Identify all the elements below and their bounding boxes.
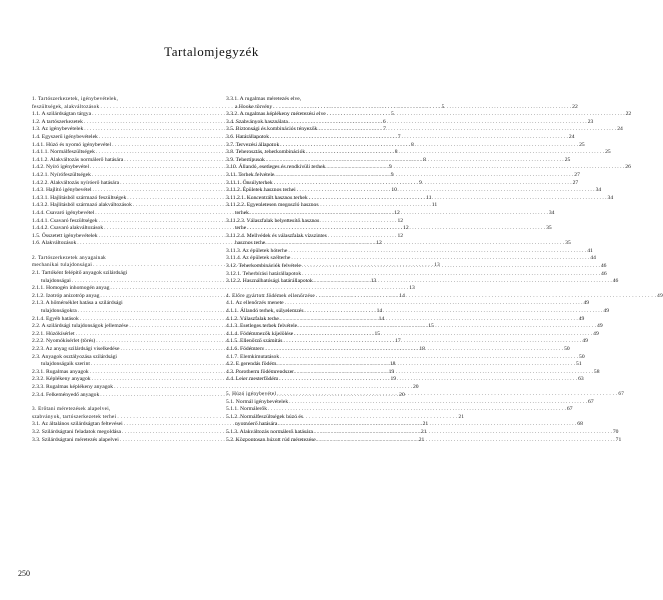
toc-entry[interactable] (226, 300, 590, 308)
toc-entry-page: 13 (434, 262, 441, 269)
toc-entry-title: 1.4.3.2. Hajlításból származó alakváltozások (32, 202, 132, 209)
toc-leader-dots (288, 248, 586, 256)
toc-entry-page: 15 (428, 323, 434, 330)
toc-entry-title: 2.3.3. Rugalmas képlékeny anyagok (32, 383, 114, 390)
toc-entry-title: 1.4. Egyszerű igénybevételek (32, 133, 98, 140)
toc-entry[interactable] (226, 149, 611, 157)
toc-entry-page: 9 (419, 179, 422, 186)
toc-entry[interactable] (226, 255, 596, 263)
toc-leader-dots (291, 255, 589, 263)
toc-entry-page: 12 (376, 240, 382, 247)
toc-entry-page: 49 (578, 315, 585, 322)
toc-entry-title: 3.3.2. A rugalmas képlékeny méretezési elve (226, 111, 326, 118)
toc-entry-title: 5. Húzó igénybevétel (226, 390, 277, 397)
toc-entry-title: 4.4. Leier mesterfödém (226, 376, 279, 383)
toc-leader-dots (295, 369, 593, 377)
toc-entry-title: 4. Előre gyártott födémek ellenőrzése (226, 292, 316, 299)
toc-entry[interactable] (226, 133, 575, 142)
toc-entry[interactable] (226, 126, 623, 134)
toc-entry-page: 13 (409, 285, 415, 292)
toc-entry[interactable] (226, 187, 602, 195)
toc-leader-dots (265, 346, 563, 354)
toc-entry-title: 3.11. Terhek felvétele (226, 171, 275, 178)
toc-entry-title: 1.4.4. Csavaró igénybevétel (32, 209, 95, 216)
toc-entry-page: 11 (431, 202, 438, 209)
toc-entry-title: 3.11.3. Az épületek hóterhe (226, 247, 288, 254)
toc-leader-dots (285, 300, 583, 308)
toc-leader-dots (280, 316, 578, 324)
toc-entry-title: 3.11.2.1. Koncentrált hasznos terhek (226, 194, 308, 201)
toc-entry-page: 7 (383, 126, 386, 133)
toc-entry-page: 21 (420, 428, 427, 435)
toc-leader-dots (306, 149, 604, 157)
toc-entry-page: 9 (388, 164, 392, 171)
toc-entry-page: 12 (397, 232, 404, 239)
toc-entry[interactable] (32, 285, 415, 293)
toc-entry-title: 5.1.1. Normálerők (226, 406, 268, 413)
toc-entry-title: 1.4.3. Hajlító igénybevétel (32, 187, 92, 194)
toc-leader-dots (327, 111, 625, 119)
toc-entry-title: 3.12.1. Teherbírási határállapotok (226, 270, 302, 277)
toc-entry-page: 19 (388, 368, 395, 375)
toc-entry-page: 34 (607, 194, 614, 201)
toc-entry-page: 49 (603, 308, 609, 315)
page-title: Tartalomjegyzék (164, 44, 259, 59)
toc-entry-page: 14 (378, 315, 385, 322)
section-gap (32, 399, 202, 406)
toc-entry-page: 18 (389, 361, 396, 368)
toc-leader-dots (275, 172, 573, 180)
toc-entry-page: 49 (593, 330, 599, 337)
toc-entry[interactable] (226, 376, 584, 384)
section-gap (226, 384, 396, 391)
toc-entry-page: 41 (587, 247, 593, 254)
toc-entry-title: 2.2.3. Az anyag szilárdsági viselkedése (32, 346, 120, 352)
toc-entry-page: 8 (410, 141, 414, 148)
toc-entry-page: 46 (601, 270, 607, 277)
toc-entry-title: 3.11.2. Épületek hasznos terhei (226, 187, 296, 194)
toc-entry[interactable] (226, 194, 614, 203)
toc-entry[interactable] (226, 179, 579, 188)
toc-leader-dots (247, 225, 545, 233)
toc-entry-title: tulajdonságaik szerint (41, 361, 90, 368)
toc-entry-page: 21 (458, 413, 465, 420)
toc-entry-heading: 3.11.2.3. Válaszfalak helyettesítő hasznos (226, 217, 320, 224)
toc-entry-page: 51 (576, 361, 582, 368)
toc-entry-title: 1.4.3.1. Hajlításból származó feszültségek (32, 194, 127, 201)
toc-entry-title: a Hooke törvény (235, 103, 273, 110)
toc-entry-heading: 1. Tartószerkezetek, igénybevételek, (32, 96, 119, 102)
toc-entry-heading: 3.11.2.2. Egyenletesen megoszló hasznos (226, 202, 319, 209)
toc-entry-title: 1.4.4.1. Csavaró feszültségek (32, 217, 98, 224)
toc-entry[interactable] (226, 398, 594, 407)
toc-entry-title: 2.1.2. Izotróp anizotróp anyag (32, 292, 100, 299)
toc-entry[interactable] (226, 141, 585, 150)
toc-entry-page: 20 (412, 383, 419, 390)
toc-entry-title: 1.4.1.1. Normálfeszültségek (32, 149, 95, 156)
toc-entry-page: 71 (615, 436, 622, 443)
toc-entry[interactable] (226, 118, 594, 127)
toc-entry-page: 35 (546, 225, 552, 232)
toc-entry-page: 11 (426, 194, 432, 201)
toc-leader-dots (317, 437, 615, 445)
toc-leader-dots (289, 119, 587, 127)
toc-entry-page: 10 (391, 187, 397, 194)
toc-entry-title: feszültségek, alakváltozások (32, 103, 100, 110)
toc-entry-page: 67 (566, 406, 573, 413)
toc-leader-dots (314, 278, 612, 286)
toc-entry-title: 2.1.1. Homogén inhomogén anyag (32, 285, 110, 292)
toc-entry[interactable] (226, 406, 573, 414)
toc-leader-dots (297, 187, 595, 195)
toc-entry-title: szabványok, tartószerkezetek terhei (32, 413, 117, 420)
toc-entry[interactable] (226, 164, 631, 172)
page-number: 250 (18, 569, 30, 578)
toc-entry-page: 9 (390, 171, 394, 178)
toc-entry-page: 46 (612, 278, 619, 285)
toc-entry-title: 3.10. Állandó, esetleges és rendkívüli terhek (226, 164, 326, 171)
toc-entry-page: 25 (605, 149, 611, 156)
toc-entry-page: 26 (625, 164, 631, 171)
toc-entry-page: 50 (579, 353, 585, 360)
toc-entry[interactable] (226, 171, 580, 180)
toc-entry-heading: 2.3. Anyagok osztályozása szilárdsági (32, 353, 117, 360)
toc-entry[interactable] (226, 103, 578, 112)
toc-entry-title: 3.11.1. Önsúlyterhek (226, 179, 273, 186)
toc-entry-page: 27 (574, 171, 580, 178)
toc-leader-dots (316, 293, 656, 301)
toc-entry-page: 68 (577, 421, 583, 428)
toc-entry-page: 17 (395, 338, 401, 345)
toc-entry-page: 49 (582, 338, 588, 345)
toc-entry-title: 1.1. A szilárdságtan tárgya (32, 111, 92, 118)
toc-entry-title: 3.6. Határállapotok (226, 133, 270, 140)
toc-entry-title: 3.9. Tehertípusok (226, 156, 265, 163)
toc-entry-title: 1.3. Az igénybevételek (32, 126, 84, 133)
toc-entry-title: 3.11.4. Az épületek szélterhe (226, 255, 291, 262)
toc-entry-page: 50 (564, 346, 570, 352)
toc-entry-heading: 3.11.2.4. Mellvédek és válaszfalak vízszintes (226, 232, 327, 239)
toc-leader-dots (277, 361, 575, 369)
toc-entry[interactable] (226, 240, 571, 248)
toc-leader-dots (250, 210, 548, 218)
toc-leader-dots (273, 104, 571, 112)
toc-entry-title: 1.2. A tartószerkezetek (32, 118, 83, 125)
toc-entry-page: 25 (564, 156, 571, 163)
toc-entry-title: 3.8. Teherosztás, teherkombinációk (226, 149, 306, 156)
toc-leader-dots (309, 195, 607, 203)
toc-entry[interactable] (226, 270, 607, 279)
toc-entry-page: 49 (597, 323, 603, 330)
toc-entry[interactable] (226, 111, 632, 119)
toc-entry-page: 27 (572, 179, 579, 186)
toc-entry-page: 5 (441, 103, 445, 110)
toc-entry-page: 49 (583, 300, 590, 307)
toc-leader-dots (314, 429, 612, 437)
toc-entry-page: 12 (403, 225, 409, 232)
toc-entry-title: 3.12. Teherkombinációk felvétele (226, 263, 301, 270)
toc-entry-title: 4.3. Porotherm födémrendszer (226, 368, 295, 375)
toc-entry-page: 49 (657, 292, 663, 299)
toc-entry-title: 4.2. E gerendás födém (226, 361, 277, 368)
toc-leader-dots (289, 399, 587, 407)
toc-entry-title: 4.1.6. Födémterv (226, 346, 265, 352)
toc-entry-title: nyomóerő hatására (235, 421, 278, 428)
toc-entry-page: 24 (617, 126, 623, 133)
toc-entry-page: 14 (399, 292, 405, 299)
section-gap (226, 286, 396, 293)
toc-entry-page: 23 (587, 118, 594, 125)
toc-entry-page: 58 (593, 368, 600, 375)
toc-leader-dots (274, 180, 572, 188)
toc-entry-title: 2.3.2. Képlékeny anyagok (32, 376, 91, 383)
toc-entry-page: 34 (548, 209, 555, 216)
toc-entry-page: 20 (399, 391, 405, 398)
toc-entry-title: 1.4.1.2. Alakváltozás normálerő hatására (32, 156, 124, 163)
toc-entry-title: 1.4.2.2. Alakváltozás nyíróerő hatására (32, 179, 120, 186)
toc-entry-page: 12 (394, 209, 400, 216)
toc-entry-page: 67 (588, 398, 594, 405)
toc-entry-title: 1.4.1. Húzó és nyomó igénybevétel (32, 141, 112, 148)
toc-entry-page: 70 (612, 428, 619, 435)
toc-entry-title: 2.1.4. Egyéb hatások (32, 315, 79, 322)
toc-leader-dots (279, 376, 577, 384)
toc-entry-title: 1.5. Összetett igénybevételek (32, 232, 98, 239)
toc-leader-dots (305, 308, 603, 316)
toc-entry-page: 44 (590, 255, 596, 262)
toc-entry-title: 5.1. Normál igénybevételek (226, 398, 289, 405)
toc-entry-page: 12 (397, 217, 404, 224)
toc-entry-page: 67 (618, 390, 625, 397)
toc-entry-title: 4.1.2. Válaszfalak terhe (226, 315, 279, 322)
toc-entry-heading: 2. Tartószerkezetek anyagainak (32, 254, 107, 261)
toc-entry-page: 35 (565, 240, 571, 247)
toc-entry-page: 34 (595, 187, 602, 194)
toc-entry-page: 46 (600, 263, 607, 270)
toc-entry-title: 3.7. Tervezési állapotok (226, 141, 280, 148)
toc-entry-title: 4.1.5. Ellenőrző számítás (226, 338, 283, 345)
toc-entry-page: 63 (578, 376, 584, 383)
toc-leader-dots (302, 263, 600, 271)
toc-entry-title: 2.3.1. Rugalmas anyagok (32, 368, 89, 375)
toc-entry-title: 2.2.2. Nyomókísérlet (törés) (32, 338, 96, 345)
toc-leader-dots (266, 240, 564, 248)
toc-entry-page: 19 (390, 376, 397, 383)
toc-entry-page: 13 (370, 277, 377, 284)
toc-entry-title: 4.1.4. Födémmezők kijelölése (226, 330, 294, 337)
toc-entry-title: 4.1. Az ellenőrzés menete (226, 300, 284, 307)
toc-entry-title: 4.1.1. Állandó terhek, súlyelemzés (226, 308, 304, 315)
toc-entry-page: 21 (422, 421, 429, 428)
toc-leader-dots (298, 323, 596, 331)
toc-entry-title: 1.4.2.1. Nyírófeszültségek (32, 171, 91, 178)
toc-entry-title: terhek (235, 209, 249, 216)
toc-entry-title: 5.2. Központosan húzott rúd méretezése (226, 436, 316, 443)
toc-entry-title: 2.2. A szilárdsági tulajdonságok jellemzése (32, 323, 129, 330)
toc-entry-page: 14 (376, 308, 383, 315)
toc-entry-title: 3.4. Szabványok használata (226, 118, 288, 125)
toc-entry-title: 4.1.7. Elemkimutatások (226, 353, 280, 360)
toc-entry-heading: 2.1. Tartóként felépítő anyagok szilárdsági (32, 270, 128, 277)
toc-leader-dots (318, 126, 616, 134)
toc-entry-title: tulajdonságai (41, 277, 71, 284)
toc-entry-title: 3.12.2. Használhatósági határállapotok (226, 278, 313, 285)
toc-entry-page: 15 (374, 330, 381, 337)
toc-entry-title: 1.6. Alakváltozások (32, 240, 77, 247)
toc-entry-page: 24 (568, 133, 575, 140)
toc-entry-title: 2.2.1. Húzókísérlet (32, 330, 75, 337)
toc-leader-dots (326, 164, 624, 172)
toc-leader-dots (302, 271, 600, 279)
toc-entry-page: 18 (419, 346, 425, 352)
toc-entry[interactable] (226, 247, 593, 256)
toc-leader-dots (280, 354, 578, 362)
toc-entry-title: 1.4.4.2. Csavaró alakváltozások (32, 225, 104, 232)
toc-leader-dots (278, 421, 576, 429)
toc-entry[interactable] (226, 330, 599, 339)
section-gap (32, 248, 202, 255)
toc-leader-dots (294, 331, 592, 339)
toc-entry-title: 3.1. Az általános szilárdságtan feltevései (32, 421, 123, 428)
toc-leader-dots (270, 134, 568, 142)
toc-entry[interactable] (32, 383, 419, 392)
toc-entry-page: 5 (390, 111, 394, 118)
toc-entry-title: 3.3. Szilárdságtani méretezés alapelvei (32, 436, 119, 443)
toc-entry-title: 2.3.4. Felkeményedő anyagok (32, 391, 100, 398)
toc-entry-heading: 2.1.3. A hőmérséklet hatása a szilárdsági (32, 300, 123, 307)
toc-leader-dots (268, 406, 566, 414)
toc-entry-title: 1.4.2. Nyíró igénybevétel (32, 164, 90, 171)
toc-entry-page: 7 (397, 133, 401, 140)
toc-entry[interactable] (226, 308, 609, 316)
toc-entry-page: 6 (382, 118, 386, 125)
toc-entry-heading: 5.1.2. Normálfeszültségek húzó és (226, 413, 304, 420)
toc-entry[interactable] (226, 278, 619, 286)
toc-entry[interactable] (226, 361, 582, 369)
toc-entry-title: 3.5. Biztonsági és kombinációs tényezők (226, 126, 318, 133)
toc-entry-heading: 3.3.1. A rugalmas méretezés elve, (226, 96, 302, 102)
toc-entry-page: 8 (394, 149, 398, 156)
toc-entry-title: hasznos terhe (235, 240, 266, 247)
toc-entry-title: tulajdonságokra (41, 308, 77, 315)
toc-entry-title: 5.1.3. Alakváltozás normálerő hatására (226, 428, 313, 435)
toc-entry-page: 8 (423, 156, 426, 163)
toc-entry-page: 21 (418, 436, 425, 443)
toc-entry-title: 4.1.3. Esetleges terhek felvétele (226, 323, 298, 330)
toc-entry-title: 3.2. Szilárdságtani feladatok megoldása (32, 428, 122, 435)
toc-entry-title: terhe (235, 225, 247, 232)
toc-entry-heading: 3. Erőtani méretezések alapelvei, (32, 406, 111, 413)
toc-leader-dots (277, 391, 617, 399)
toc-leader-dots (280, 142, 578, 150)
toc-entry-page: 22 (625, 111, 632, 118)
toc-leader-dots (283, 338, 581, 346)
toc-entry-page: 25 (579, 141, 585, 148)
toc-entry-title: mechanikai tulajdonságai (32, 262, 93, 269)
toc-entry-page: 22 (572, 103, 578, 110)
